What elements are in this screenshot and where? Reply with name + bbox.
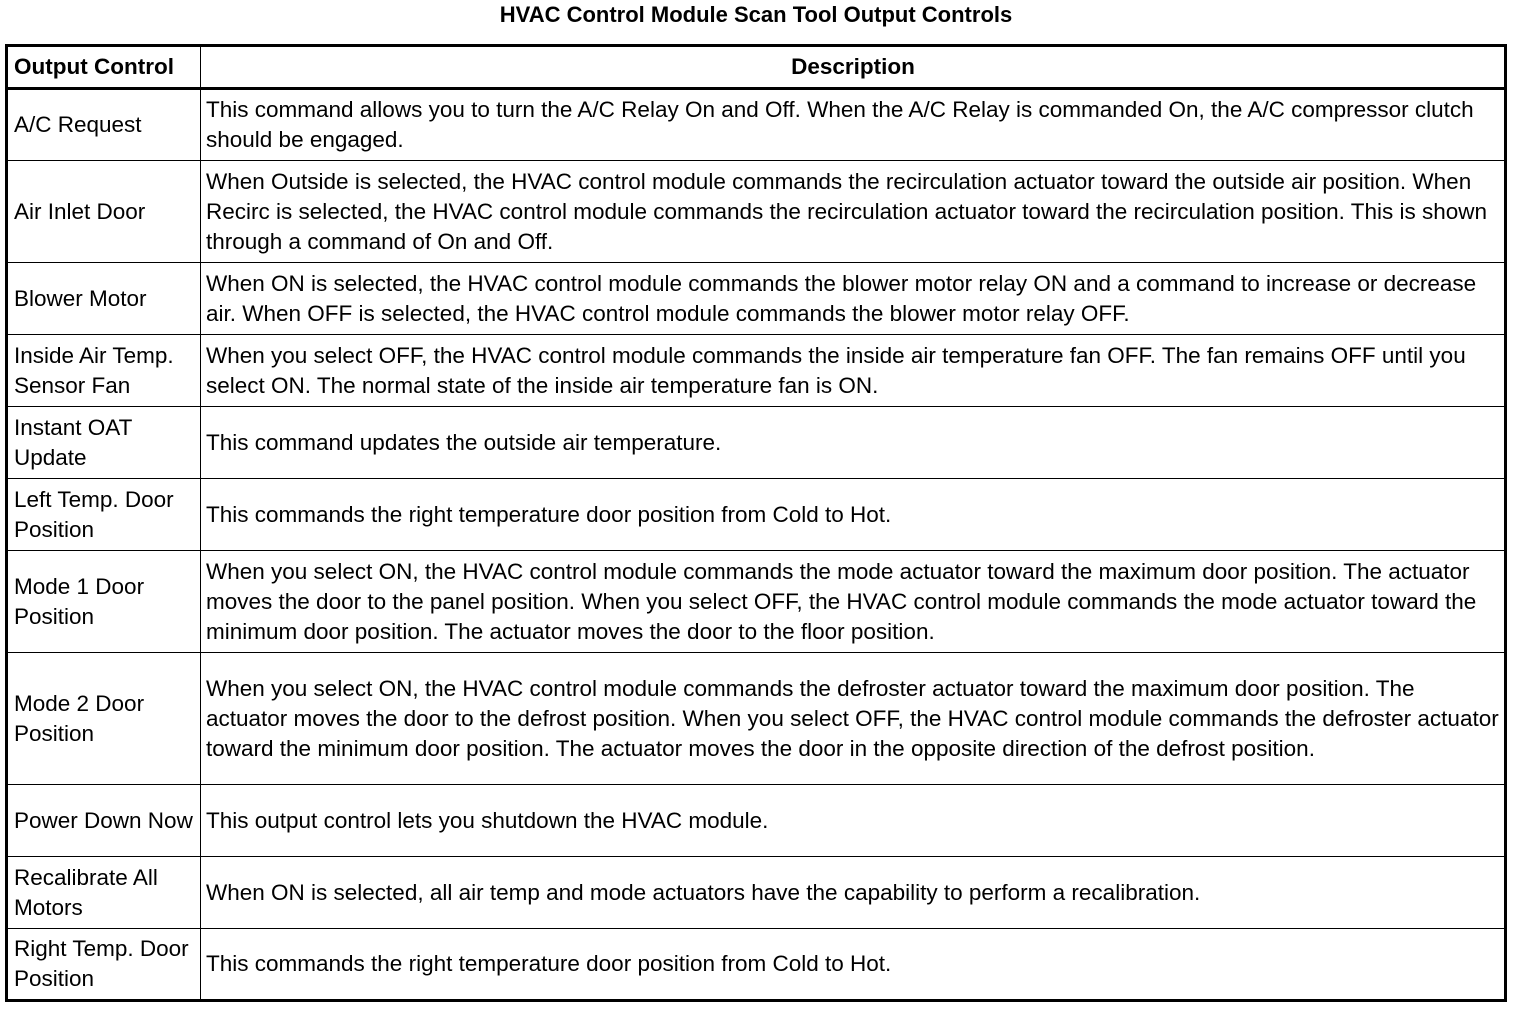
table-row	[7, 479, 1506, 551]
description-cell: When you select OFF, the HVAC control module commands the inside air temperature fan OFF. The fan remains OFF until you select ON. The normal state of the inside air temperature fan is ON.	[201, 335, 1506, 407]
output-control-cell: Mode 1 Door Position	[7, 551, 201, 653]
description-cell: When ON is selected, all air temp and mode actuators have the capability to perform a recalibration.	[201, 857, 1506, 929]
description-cell: When you select ON, the HVAC control module commands the defroster actuator toward the maximum door position. The actuator moves the door to the defrost position. When you select OFF, the HVAC control module commands the defroster actuator toward the minimum door position. The actuator moves the door in the opposite direction of the defrost position.	[201, 653, 1506, 785]
output-control-cell: Blower Motor	[7, 263, 201, 335]
table-row	[7, 335, 1506, 407]
table-row	[7, 263, 1506, 335]
output-control-cell: Mode 2 Door Position	[7, 653, 201, 785]
output-control-cell: Power Down Now	[7, 785, 201, 857]
description-cell: When you select ON, the HVAC control module commands the mode actuator toward the maximum door position. The actuator moves the door to the panel position. When you select OFF, the HVAC control module commands the mode actuator toward the minimum door position. The actuator moves the door to the floor position.	[201, 551, 1506, 653]
table-row	[7, 407, 1506, 479]
table-title: HVAC Control Module Scan Tool Output Controls	[499, 2, 1013, 27]
output-control-cell: Instant OAT Update	[7, 407, 201, 479]
output-control-cell: Inside Air Temp. Sensor Fan	[7, 335, 201, 407]
output-control-cell: Recalibrate All Motors	[7, 857, 201, 929]
table-row	[7, 551, 1506, 653]
table-row	[7, 161, 1506, 263]
table-row	[7, 857, 1506, 929]
table-row	[7, 785, 1506, 857]
output-control-cell: A/C Request	[7, 89, 201, 161]
description-cell: This commands the right temperature door position from Cold to Hot.	[201, 929, 1506, 1001]
description-cell: This commands the right temperature door position from Cold to Hot.	[201, 479, 1506, 551]
output-controls-table	[5, 44, 1507, 1002]
description-cell: When Outside is selected, the HVAC control module commands the recirculation actuator toward the outside air position. When Recirc is selected, the HVAC control module commands the recirculation actuator toward the recirculation position. This is shown through a command of On and Off.	[201, 161, 1506, 263]
output-control-cell: Left Temp. Door Position	[7, 479, 201, 551]
output-control-cell: Right Temp. Door Position	[7, 929, 201, 1001]
column-header-output-control: Output Control	[7, 46, 201, 89]
description-cell: This output control lets you shutdown the HVAC module.	[201, 785, 1506, 857]
description-cell: This command allows you to turn the A/C Relay On and Off. When the A/C Relay is commanded On, the A/C compressor clutch should be engaged.	[201, 89, 1506, 161]
description-cell: When ON is selected, the HVAC control module commands the blower motor relay ON and a command to increase or decrease air. When OFF is selected, the HVAC control module commands the blower motor relay OFF.	[201, 263, 1506, 335]
output-control-cell: Air Inlet Door	[7, 161, 201, 263]
description-cell: This command updates the outside air temperature.	[201, 407, 1506, 479]
table-header-row	[7, 46, 1506, 89]
column-header-description: Description	[201, 46, 1506, 89]
table-row	[7, 653, 1506, 785]
table-row	[7, 89, 1506, 161]
table-row	[7, 929, 1506, 1001]
